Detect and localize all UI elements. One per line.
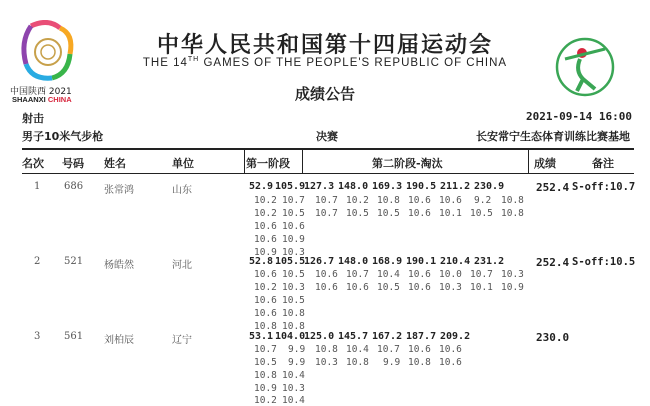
shot-score: 10.8 [315,344,338,355]
row-unit: 辽宁 [172,335,192,346]
shot-score: 10.6 [282,221,305,232]
stage1-total: 53.1 [249,331,274,342]
col-header-stage1: 第一阶段 [246,157,290,170]
row-rank: 2 [34,256,41,267]
shot-score: 10.3 [439,282,462,293]
stage2-total: 211.2 [440,181,471,192]
shot-score: 10.6 [408,208,431,219]
shot-score: 10.6 [315,269,338,280]
stage2-total: 127.3 [304,181,335,192]
shot-score: 10.6 [439,195,462,206]
shot-score: 10.3 [282,282,305,293]
shot-score: 10.6 [254,221,277,232]
stage2-total: 168.9 [372,256,403,267]
shot-score: 10.1 [470,282,493,293]
shot-score: 10.6 [408,195,431,206]
phase-name: 决赛 [316,130,338,143]
col-header-remark: 备注 [592,157,614,170]
shot-score: 10.6 [254,295,277,306]
emblem-china: CHINA [47,95,72,104]
shot-score: 10.6 [408,269,431,280]
shot-score: 10.5 [346,208,369,219]
shot-score: 10.3 [282,247,305,258]
shot-score: 10.6 [254,308,277,319]
shot-score: 10.7 [470,269,493,280]
shot-score: 10.9 [501,282,524,293]
shot-score: 10.8 [282,308,305,319]
col-header-bib: 号码 [62,157,84,170]
shot-score: 10.7 [315,208,338,219]
row-result: 252.4 [536,181,570,194]
stage2-total: 145.7 [338,331,369,342]
row-remark: S-off:10.5 [572,256,636,268]
shot-score: 10.8 [501,195,524,206]
shot-score: 10.7 [346,269,369,280]
document-title: 成绩公告 [294,85,355,103]
shot-score: 10.5 [282,295,305,306]
shot-score: 10.7 [254,344,277,355]
sport-label: 射击 [22,112,44,125]
shot-score: 10.6 [346,282,369,293]
row-bib: 521 [64,256,84,267]
emblem-text-zh: 中国陕西 2021 [10,87,72,97]
shot-score: 10.9 [254,247,277,258]
shot-score: 10.5 [470,208,493,219]
shot-score: 10.5 [282,208,305,219]
stage1-total: 104.0 [275,331,306,342]
shot-score: 10.3 [282,383,305,394]
shot-score: 10.0 [439,269,462,280]
shot-score: 10.2 [254,208,277,219]
row-bib: 686 [64,181,84,192]
shot-score: 10.3 [501,269,524,280]
col-header-unit: 单位 [172,157,194,170]
stage2-total: 190.5 [406,181,437,192]
shot-score: 10.5 [254,357,277,368]
row-result: 252.4 [536,256,570,269]
stage2-total: 187.7 [406,331,437,342]
shot-score: 10.8 [282,321,305,332]
stage1-total: 52.8 [249,256,274,267]
shot-score: 10.7 [282,195,305,206]
col-divider [528,149,529,174]
emblem-shaanxi: SHAANXI [12,95,46,104]
shot-score: 10.9 [254,383,277,394]
shot-score: 10.8 [254,321,277,332]
shot-score: 10.6 [315,282,338,293]
row-remark: S-off:10.7 [572,181,636,193]
shot-score: 10.2 [254,195,277,206]
row-athlete-name: 张常鸿 [104,185,134,196]
games-title-en: THE 14TH GAMES OF THE PEOPLE'S REPUBLIC OF CHINA [142,56,508,69]
row-athlete-name: 杨皓然 [104,260,134,271]
row-result: 230.0 [536,331,570,344]
col-header-rank: 名次 [22,157,44,170]
games-title-zh: 中华人民共和国第十四届运动会 [156,33,493,58]
stage2-total: 167.2 [372,331,403,342]
shot-score: 9.9 [383,357,401,368]
stage2-total: 125.0 [304,331,335,342]
datetime: 2021-09-14 16:00 [526,110,632,123]
shot-score: 10.7 [377,344,400,355]
shot-score: 10.6 [254,234,277,245]
shot-score: 10.8 [501,208,524,219]
stage2-total: 210.4 [440,256,471,267]
shot-score: 10.8 [254,370,277,381]
shot-score: 10.4 [346,344,369,355]
shot-score: 10.8 [377,195,400,206]
row-rank: 1 [34,181,41,192]
stage2-total: 231.2 [474,256,505,267]
stage1-total: 105.9 [275,181,306,192]
shot-score: 10.7 [315,195,338,206]
stage2-total: 209.2 [440,331,471,342]
row-unit: 山东 [172,185,192,196]
col-header-name: 姓名 [104,157,126,170]
shot-score: 10.5 [377,208,400,219]
stage1-total: 52.9 [249,181,274,192]
shot-score: 10.8 [408,357,431,368]
shot-score: 9.9 [288,357,306,368]
stage2-total: 126.7 [304,256,335,267]
table-top-rule [22,148,634,150]
shot-score: 10.3 [315,357,338,368]
row-rank: 3 [34,331,41,342]
shot-score: 10.2 [346,195,369,206]
shot-score: 9.2 [474,195,492,206]
row-athlete-name: 刘柏辰 [104,335,134,346]
row-bib: 561 [64,331,84,342]
shot-score: 10.5 [377,282,400,293]
col-divider [302,149,303,174]
col-divider [244,149,245,174]
shot-score: 10.9 [282,234,305,245]
col-header-result: 成绩 [534,157,556,170]
shot-score: 10.4 [282,370,305,381]
shot-score: 10.6 [439,344,462,355]
stage2-total: 190.1 [406,256,437,267]
table-header-rule [22,173,634,174]
stage2-total: 148.0 [338,256,369,267]
row-unit: 河北 [172,260,192,271]
shot-score: 10.1 [439,208,462,219]
shot-score: 10.6 [408,344,431,355]
shot-score: 9.9 [288,344,306,355]
stage1-total: 105.5 [275,256,306,267]
shot-score: 10.4 [282,395,305,406]
shot-score: 10.2 [254,282,277,293]
shot-score: 10.6 [439,357,462,368]
shot-score: 10.8 [346,357,369,368]
shot-score: 10.5 [282,269,305,280]
shot-score: 10.6 [254,269,277,280]
stage2-total: 230.9 [474,181,505,192]
shot-score: 10.2 [254,395,277,406]
shot-score: 10.6 [408,282,431,293]
shot-score: 10.4 [377,269,400,280]
col-header-stage2: 第二阶段-淘汰 [372,157,443,170]
stage2-total: 169.3 [372,181,403,192]
venue-name: 长安常宁生态体育训练比赛基地 [476,130,630,143]
stage2-total: 148.0 [338,181,369,192]
event-name: 男子10米气步枪 [22,130,104,143]
